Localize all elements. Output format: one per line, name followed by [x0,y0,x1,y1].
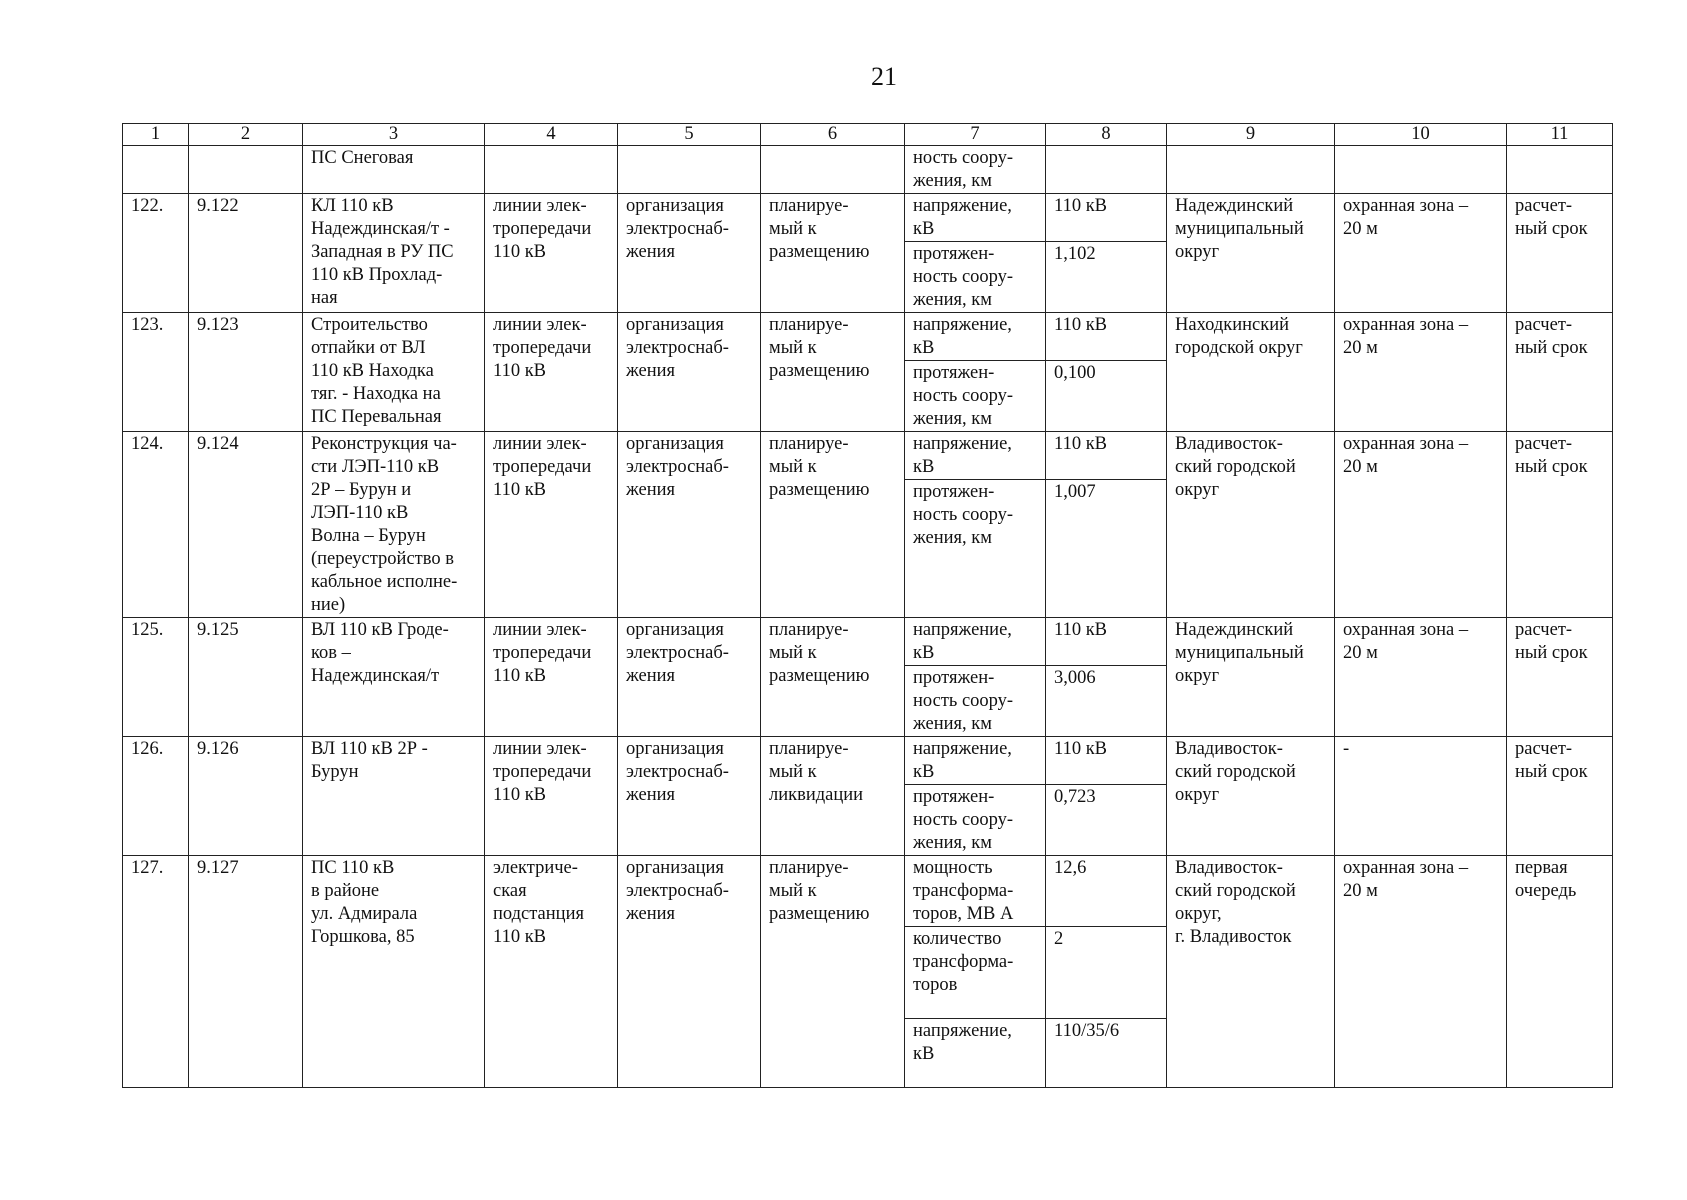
status-cell: планируе- мый к ликвидации [761,737,905,856]
parameter-value-cell: 12,6 [1046,856,1167,927]
location-cell: Владивосток- ский городской округ [1167,737,1335,856]
registry-code-cell: 9.125 [189,618,303,737]
column-number: 11 [1507,124,1613,146]
parameter-value-cell: 0,723 [1046,785,1167,856]
parameter-name-cell: напряжение, кВ [905,1019,1046,1088]
column-number: 5 [618,124,761,146]
facility-type-cell: линии элек- тропередачи 110 кВ [485,313,618,432]
table-row [123,856,1613,927]
parameter-name-cell: количество трансформа- торов [905,927,1046,1019]
facility-type-cell: линии элек- тропередачи 110 кВ [485,618,618,737]
purpose-cell: организация электроснаб- жения [618,313,761,432]
parameter-name-cell: мощность трансформа- торов, МВ А [905,856,1046,927]
facility-name-cell: КЛ 110 кВ Надеждинская/т - Западная в РУ ПС 110 кВ Прохлад- ная [303,194,485,313]
column-numbers-row [123,124,1613,146]
column-number: 3 [303,124,485,146]
parameter-name-cell: протяжен- ность соору- жения, км [905,666,1046,737]
row-number-cell: 124. [123,432,189,618]
parameter-name-cell: напряжение, кВ [905,737,1046,785]
parameter-name-cell: напряжение, кВ [905,432,1046,480]
purpose-cell: организация электроснаб- жения [618,737,761,856]
registry-code-cell: 9.123 [189,313,303,432]
facility-name-cell: ПС 110 кВ в районе ул. Адмирала Горшкова, 85 [303,856,485,1088]
row-number-cell: 122. [123,194,189,313]
parameter-value-cell: 110 кВ [1046,313,1167,361]
purpose-cell: организация электроснаб- жения [618,856,761,1088]
zone-cell: охранная зона – 20 м [1335,432,1507,618]
zone-cell: - [1335,737,1507,856]
row-number-cell: 127. [123,856,189,1088]
zone-cell: охранная зона – 20 м [1335,618,1507,737]
term-cell: расчет- ный срок [1507,737,1613,856]
purpose-cell: организация электроснаб- жения [618,194,761,313]
page-number: 21 [871,62,897,91]
row-number-cell: 126. [123,737,189,856]
term-cell: первая очередь [1507,856,1613,1088]
column-number: 6 [761,124,905,146]
parameter-name-cell: напряжение, кВ [905,618,1046,666]
term-cell: расчет- ный срок [1507,194,1613,313]
facility-name-cell: ВЛ 110 кВ Гроде- ков – Надеждинская/т [303,618,485,737]
registry-code-cell: 9.127 [189,856,303,1088]
row-number-cell: 123. [123,313,189,432]
column-number: 8 [1046,124,1167,146]
status-cell: планируе- мый к размещению [761,618,905,737]
term-cell: расчет- ный срок [1507,618,1613,737]
parameter-value-cell: 110 кВ [1046,618,1167,666]
term-cell: расчет- ный срок [1507,313,1613,432]
facility-type-cell: линии элек- тропередачи 110 кВ [485,432,618,618]
table-row [123,194,1613,242]
parameter-name-cell: протяжен- ность соору- жения, км [905,361,1046,432]
parameter-value-cell: 0,100 [1046,361,1167,432]
location-cell: Надеждинский муниципальный округ [1167,194,1335,313]
facility-name-cell: ВЛ 110 кВ 2Р - Бурун [303,737,485,856]
column-number: 2 [189,124,303,146]
parameter-value-cell: 2 [1046,927,1167,1019]
location-cell: Владивосток- ский городской округ [1167,432,1335,618]
table-row [123,737,1613,785]
column-number: 9 [1167,124,1335,146]
location-cell: Владивосток- ский городской округ, г. Владивосток [1167,856,1335,1088]
facilities-table [122,123,1613,1088]
parameter-name-cell: ность соору- жения, км [905,146,1046,194]
facility-type-cell: линии элек- тропередачи 110 кВ [485,737,618,856]
table-row [123,618,1613,666]
purpose-cell: организация электроснаб- жения [618,432,761,618]
parameter-value-cell: 110 кВ [1046,432,1167,480]
status-cell: планируе- мый к размещению [761,432,905,618]
facility-name-cell: Реконструкция ча- сти ЛЭП-110 кВ 2Р – Бурун и ЛЭП-110 кВ Волна – Бурун (переустройство в кабльное исполне- ние) [303,432,485,618]
table-row [123,313,1613,361]
parameter-name-cell: протяжен- ность соору- жения, км [905,242,1046,313]
zone-cell: охранная зона – 20 м [1335,313,1507,432]
parameter-name-cell: напряжение, кВ [905,194,1046,242]
row-number-cell: 125. [123,618,189,737]
parameter-value-cell: 110 кВ [1046,737,1167,785]
column-number: 7 [905,124,1046,146]
parameter-name-cell: протяжен- ность соору- жения, км [905,785,1046,856]
parameter-name-cell: напряжение, кВ [905,313,1046,361]
zone-cell: охранная зона – 20 м [1335,194,1507,313]
registry-code-cell: 9.122 [189,194,303,313]
parameter-value-cell: 110 кВ [1046,194,1167,242]
column-number: 1 [123,124,189,146]
location-cell: Надеждинский муниципальный округ [1167,618,1335,737]
parameter-value-cell: 3,006 [1046,666,1167,737]
column-number: 10 [1335,124,1507,146]
column-number: 4 [485,124,618,146]
table-row [123,432,1613,480]
registry-code-cell: 9.124 [189,432,303,618]
continuation-row [123,146,1613,194]
facility-type-cell: линии элек- тропередачи 110 кВ [485,194,618,313]
registry-code-cell: 9.126 [189,737,303,856]
status-cell: планируе- мый к размещению [761,313,905,432]
parameter-value-cell: 1,102 [1046,242,1167,313]
parameter-value-cell: 1,007 [1046,480,1167,618]
facility-name-cell: Строительство отпайки от ВЛ 110 кВ Находка тяг. - Находка на ПС Перевальная [303,313,485,432]
purpose-cell: организация электроснаб- жения [618,618,761,737]
facility-name-cell: ПС Снеговая [303,146,485,194]
location-cell: Находкинский городской округ [1167,313,1335,432]
parameter-name-cell: протяжен- ность соору- жения, км [905,480,1046,618]
status-cell: планируе- мый к размещению [761,856,905,1088]
parameter-value-cell: 110/35/6 [1046,1019,1167,1088]
zone-cell: охранная зона – 20 м [1335,856,1507,1088]
term-cell: расчет- ный срок [1507,432,1613,618]
status-cell: планируе- мый к размещению [761,194,905,313]
facility-type-cell: электриче- ская подстанция 110 кВ [485,856,618,1088]
